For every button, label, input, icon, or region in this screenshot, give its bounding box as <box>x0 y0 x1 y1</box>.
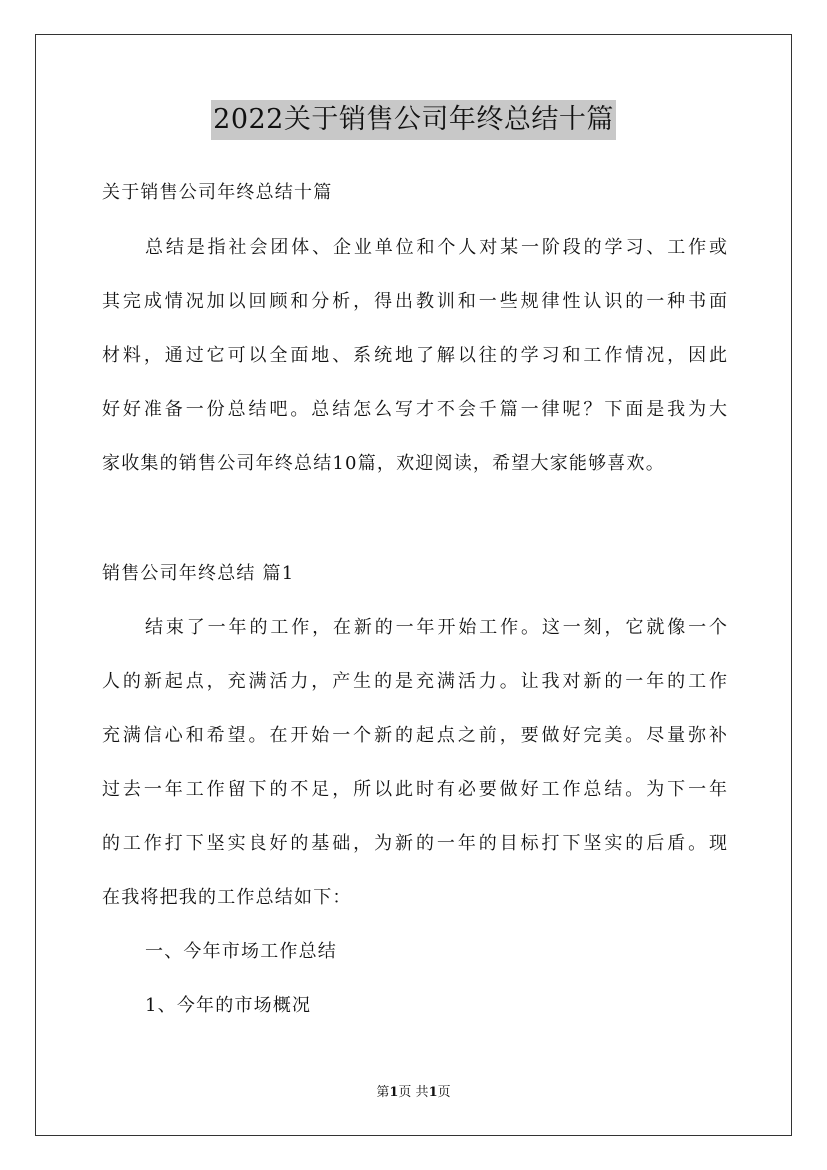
section-heading: 销售公司年终总结 篇1 <box>102 563 295 584</box>
footer-suffix: 页 <box>437 1085 451 1100</box>
intro-line-4: 好好准备一份总结吧。总结怎么写才不会千篇一律呢？下面是我为大 <box>102 399 727 420</box>
section-line-2: 人的新起点，充满活力，产生的是充满活力。让我对新的一年的工作 <box>102 671 727 692</box>
document-title: 2022关于销售公司年终总结十篇 <box>211 100 616 140</box>
section-line-5: 的工作打下坚实良好的基础，为新的一年的目标打下坚实的后盾。现 <box>102 833 727 854</box>
subheading-market-summary: 一、今年市场工作总结 <box>145 941 337 962</box>
intro-line-3: 材料，通过它可以全面地、系统地了解以往的学习和工作情况，因此 <box>102 345 727 366</box>
intro-line-2: 其完成情况加以回顾和分析，得出教训和一些规律性认识的一种书面 <box>102 291 727 312</box>
footer-page-number: 1 <box>389 1085 399 1100</box>
section-line-1: 结束了一年的工作，在新的一年开始工作。这一刻，它就像一个 <box>145 617 727 638</box>
section-line-6: 在我将把我的工作总结如下： <box>102 887 352 908</box>
intro-line-1: 总结是指社会团体、企业单位和个人对某一阶段的学习、工作或 <box>145 237 727 258</box>
intro-line-5: 家收集的销售公司年终总结10篇，欢迎阅读，希望大家能够喜欢。 <box>102 453 665 474</box>
section-line-4: 过去一年工作留下的不足，所以此时有必要做好工作总结。为下一年 <box>102 779 727 800</box>
footer-total-pages: 1 <box>428 1085 438 1100</box>
title-container <box>0 100 827 140</box>
subheading-market-overview: 1、今年的市场概况 <box>145 995 312 1016</box>
section-line-3: 充满信心和希望。在开始一个新的起点之前，要做好完美。尽量弥补 <box>102 725 727 746</box>
footer-mid: 页 共 <box>398 1085 429 1100</box>
footer-prefix: 第 <box>376 1085 390 1100</box>
page-footer <box>0 1084 827 1102</box>
document-subtitle: 关于销售公司年终总结十篇 <box>102 182 333 203</box>
